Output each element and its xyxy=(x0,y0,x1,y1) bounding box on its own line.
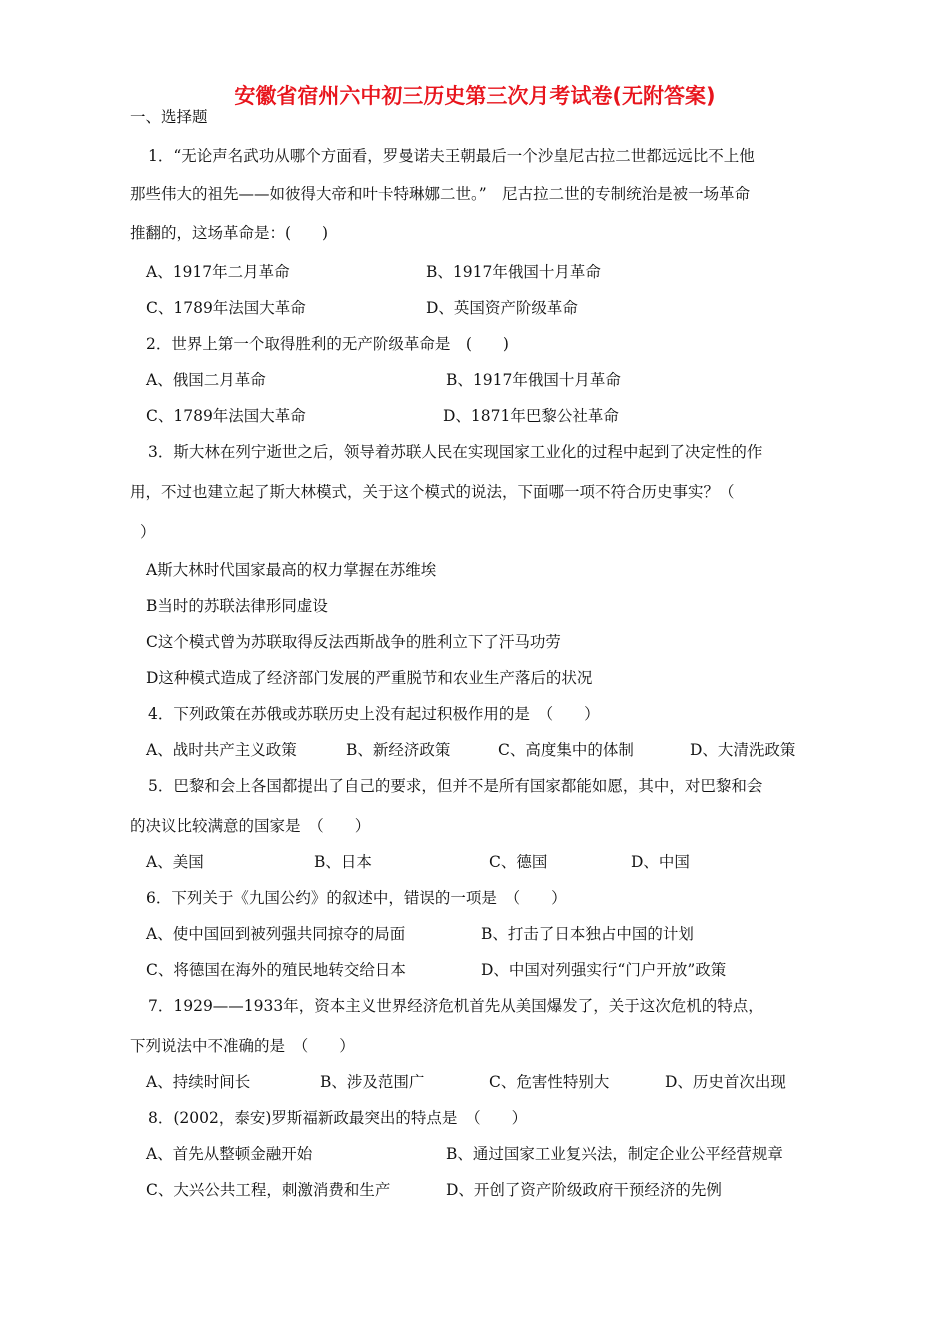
question-3-option-a: A斯大林时代国家最高的权力掌握在苏维埃 xyxy=(146,561,437,579)
question-3-option-b: B当时的苏联法律形同虚设 xyxy=(146,597,328,615)
question-7-option-a: A、持续时间长 xyxy=(146,1073,251,1091)
question-1-line-2: 那些伟大的祖先——如彼得大帝和叶卡特琳娜二世。” 尼古拉二世的专制统治是被一场革命 xyxy=(130,185,751,203)
exam-title: 安徽省宿州六中初三历史第三次月考试卷(无附答案) xyxy=(234,84,716,108)
question-5-option-d: D、中国 xyxy=(631,853,690,871)
question-2-option-c: C、1789年法国大革命 xyxy=(146,407,306,425)
question-1-option-b: B、1917年俄国十月革命 xyxy=(426,263,601,281)
question-4-option-a: A、战时共产主义政策 xyxy=(146,741,297,759)
question-1-option-c: C、1789年法国大革命 xyxy=(146,299,306,317)
question-4-line-1: 4．下列政策在苏俄或苏联历史上没有起过积极作用的是 （ ） xyxy=(148,705,600,723)
question-7-line-2: 下列说法中不准确的是 （ ） xyxy=(130,1037,355,1055)
question-1-line-3: 推翻的，这场革命是：( ) xyxy=(130,224,329,242)
question-7-option-b: B、涉及范围广 xyxy=(320,1073,425,1091)
section-heading: 一、选择题 xyxy=(130,108,208,126)
question-5-option-c: C、德国 xyxy=(489,853,548,871)
question-4-option-b: B、新经济政策 xyxy=(346,741,451,759)
question-8-option-a: A、首先从整顿金融开始 xyxy=(146,1145,313,1163)
question-5-line-2: 的决议比较满意的国家是 （ ） xyxy=(130,817,371,835)
question-1-option-a: A、1917年二月革命 xyxy=(146,263,290,281)
question-7-option-d: D、历史首次出现 xyxy=(665,1073,786,1091)
question-5-option-a: A、美国 xyxy=(146,853,204,871)
question-8-option-b: B、通过国家工业复兴法，制定企业公平经营规章 xyxy=(446,1145,783,1163)
question-2-option-b: B、1917年俄国十月革命 xyxy=(446,371,621,389)
question-4-option-c: C、高度集中的体制 xyxy=(498,741,634,759)
question-5-option-b: B、日本 xyxy=(314,853,372,871)
question-8-option-d: D、开创了资产阶级政府干预经济的先例 xyxy=(446,1181,722,1199)
question-8-line-1: 8．(2002，泰安)罗斯福新政最突出的特点是 （ ） xyxy=(148,1109,528,1127)
question-8-option-c: C、大兴公共工程，刺激消费和生产 xyxy=(146,1181,391,1199)
question-6-option-d: D、中国对列强实行“门户开放”政策 xyxy=(481,961,727,979)
question-2-option-d: D、1871年巴黎公社革命 xyxy=(443,407,619,425)
question-2-option-a: A、俄国二月革命 xyxy=(146,371,266,389)
question-6-option-c: C、将德国在海外的殖民地转交给日本 xyxy=(146,961,406,979)
question-1-option-d: D、英国资产阶级革命 xyxy=(426,299,578,317)
question-5-line-1: 5．巴黎和会上各国都提出了自己的要求，但并不是所有国家都能如愿，其中，对巴黎和会 xyxy=(148,777,763,795)
question-2-line-1: 2．世界上第一个取得胜利的无产阶级革命是 ( ) xyxy=(146,335,509,353)
question-3-line-3: ） xyxy=(140,523,156,541)
question-6-option-a: A、使中国回到被列强共同掠夺的局面 xyxy=(146,925,406,943)
question-3-line-2: 用，不过也建立起了斯大林模式，关于这个模式的说法，下面哪一项不符合历史事实？（ xyxy=(130,483,735,501)
question-6-option-b: B、打击了日本独占中国的计划 xyxy=(481,925,694,943)
question-3-option-d: D这种模式造成了经济部门发展的严重脱节和农业生产落后的状况 xyxy=(146,669,593,687)
question-3-line-1: 3．斯大林在列宁逝世之后，领导着苏联人民在实现国家工业化的过程中起到了决定性的作 xyxy=(148,443,763,461)
question-1-line-1: 1．“无论声名武功从哪个方面看，罗曼诺夫王朝最后一个沙皇尼古拉二世都远远比不上他 xyxy=(148,147,755,165)
question-4-option-d: D、大清洗政策 xyxy=(690,741,796,759)
question-7-line-1: 7．1929——1933年，资本主义世界经济危机首先从美国爆发了，关于这次危机的特点， xyxy=(148,997,764,1015)
question-6-line-1: 6．下列关于《九国公约》的叙述中，错误的一项是 （ ） xyxy=(146,889,567,907)
question-3-option-c: C这个模式曾为苏联取得反法西斯战争的胜利立下了汗马功劳 xyxy=(146,633,561,651)
question-7-option-c: C、危害性特别大 xyxy=(489,1073,610,1091)
